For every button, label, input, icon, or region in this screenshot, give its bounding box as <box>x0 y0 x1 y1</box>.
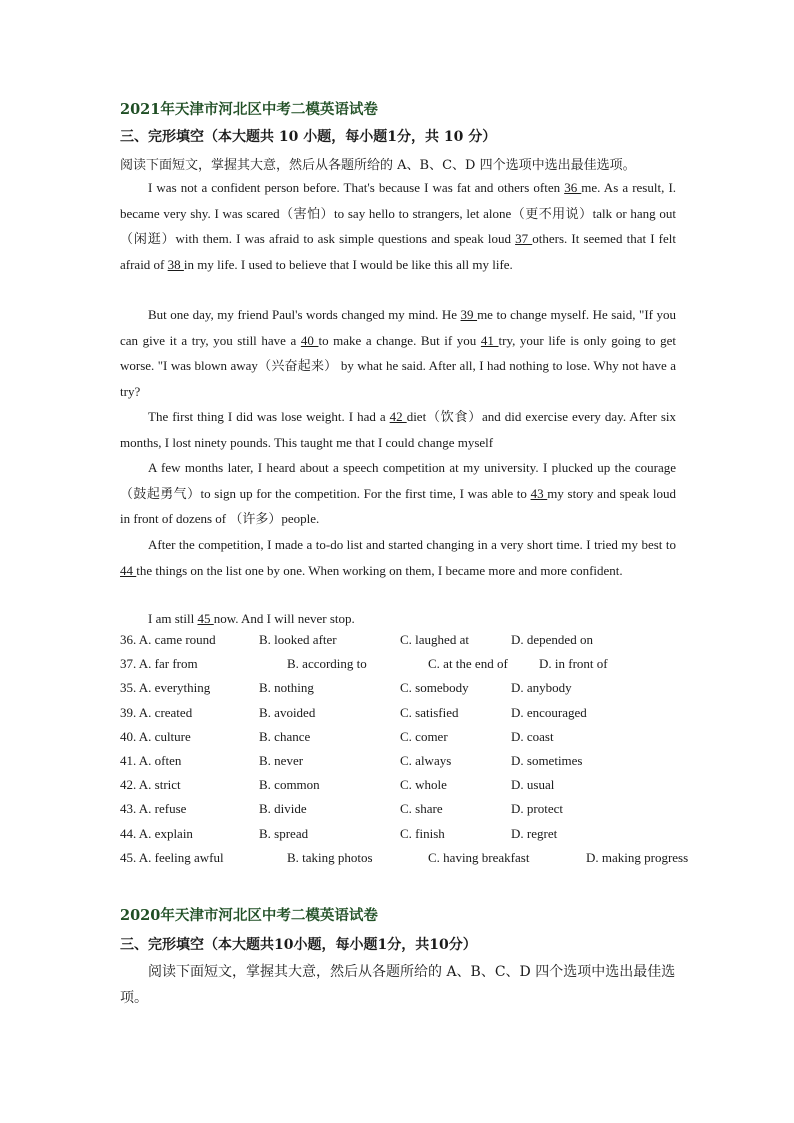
blank-number: 39 <box>460 307 478 322</box>
option-row <box>120 729 676 753</box>
option-row <box>120 705 676 729</box>
passage-text: me to change myself. He said, "If you can give it a try, you still have a <box>120 307 677 348</box>
section-heading-2020: 三、完形填空（本大题共10小题，每小题1分，共10分） <box>120 937 477 953</box>
option-b: B. taking photos <box>287 849 373 865</box>
option-b: B. chance <box>259 728 311 744</box>
option-b: B. nothing <box>259 680 314 696</box>
option-b: B. common <box>259 777 320 793</box>
option-row <box>120 680 676 704</box>
option-b: B. avoided <box>259 704 316 720</box>
blank-number: 41 <box>480 332 499 348</box>
passage-paragraph-5 <box>120 532 676 583</box>
option-c: C. whole <box>400 777 447 793</box>
option-row <box>120 826 676 850</box>
instruction-2020: 阅读下面短文，掌握其大意，然后从各题所给的 A、B、C、D 四个选项中选出最佳选项。 <box>120 964 676 1006</box>
option-row <box>120 777 676 801</box>
blank-number: 37 <box>515 231 533 246</box>
option-c: C. having breakfast <box>428 849 530 865</box>
exam-title-2021: 2021年天津市河北区中考二模英语试卷 <box>120 101 378 118</box>
option-d: D. making progress <box>586 849 689 865</box>
option-c: C. laughed at <box>400 632 469 647</box>
option-c: C. at the end of <box>428 656 508 672</box>
passage-paragraph-3 <box>120 404 676 455</box>
passage-text: others. It seemed that I felt afraid of <box>120 231 677 272</box>
option-row <box>120 632 676 656</box>
option-d: D. regret <box>511 825 558 841</box>
passage-text: me. As a result, I. became very shy. I was scared（害怕）to say hello to strangers, let alone（更不用说）talk or hang out（闲逛）with them. I was afraid to ask simple questions and speak loud <box>120 180 677 246</box>
option-a: 45. A. feeling awful <box>120 849 224 865</box>
option-d: D. sometimes <box>511 753 583 768</box>
passage-text: The first thing I did was lose weight. I had a <box>148 409 390 424</box>
blank-number: 44 <box>120 562 137 578</box>
passage-text: to make a change. But if you <box>318 332 481 348</box>
passage-text: by what he said. After all, I had nothing to lose. Why not have a try? <box>120 358 676 399</box>
option-a: 41. A. often <box>120 753 182 768</box>
option-b: B. divide <box>259 801 307 817</box>
passage-text: now. And I will never stop. <box>213 611 355 626</box>
passage-text: After the competition, I made a to-do list and started changing in a very short time. I tried my best to <box>148 537 676 552</box>
passage-text: But one day, my friend Paul's words changed my mind. He <box>148 307 461 322</box>
blank-number: 36 <box>564 180 582 195</box>
option-c: C. satisfied <box>400 704 459 720</box>
passage-text: I am still <box>148 611 198 626</box>
section-heading-2021: 三、完形填空（本大题共 10 小题，每小题1分，共 10 分） <box>120 129 497 145</box>
option-a: 39. A. created <box>120 704 193 720</box>
option-c: C. somebody <box>400 680 469 696</box>
option-row <box>120 849 689 874</box>
option-a: 44. A. explain <box>120 825 193 841</box>
passage-paragraph-2 <box>120 302 676 404</box>
option-d: D. protect <box>511 801 563 817</box>
option-a: 36. A. came round <box>120 632 216 647</box>
option-a: 40. A. culture <box>120 728 191 744</box>
option-b: B. spread <box>259 825 309 841</box>
option-b: B. looked after <box>259 632 337 647</box>
option-c: C. share <box>400 801 443 817</box>
passage-paragraph-6 <box>120 606 676 632</box>
passage-text: my story and speak loud in front of dozens of （许多）people. <box>120 485 676 526</box>
passage-text: the things on the list one by one. When working on them, I became more and more confident. <box>136 562 623 578</box>
option-d: D. usual <box>511 777 555 793</box>
exam-title-2020: 2020年天津市河北区中考二模英语试卷 <box>120 907 378 924</box>
option-b: B. never <box>259 753 304 768</box>
blank-number: 42 <box>389 409 407 424</box>
instruction-2021: 阅读下面短文，掌握其大意，然后从各题所给的 A、B、C、D 四个选项中选出最佳选项。 <box>120 158 636 173</box>
blank-number: 45 <box>197 611 214 626</box>
passage-text: diet（饮食）and did exercise every day. After six months, I lost ninety pounds. This taught me that I could change myself <box>120 409 676 450</box>
passage-paragraph-1 <box>120 175 676 277</box>
option-a: 37. A. far from <box>120 656 198 672</box>
option-d: D. encouraged <box>511 704 587 720</box>
option-b: B. according to <box>287 656 367 672</box>
option-d: D. depended on <box>511 632 593 647</box>
blank-number: 38 <box>167 256 184 272</box>
option-a: 42. A. strict <box>120 777 181 793</box>
passage-text: in my life. I used to believe that I would be like this all my life. <box>183 256 513 272</box>
option-c: C. comer <box>400 728 448 744</box>
blank-number: 43 <box>530 485 548 501</box>
option-row <box>120 753 676 777</box>
option-d: D. coast <box>511 728 554 744</box>
option-row <box>120 801 676 825</box>
option-c: C. finish <box>400 825 445 841</box>
passage-text: try, your life is only going to get worse. "I was blown away（兴奋起来） <box>120 332 676 373</box>
option-row <box>120 656 676 680</box>
passage-text: I was not a confident person before. That's because I was fat and others often <box>148 180 565 195</box>
passage-paragraph-4 <box>120 455 676 532</box>
option-d: D. anybody <box>511 680 572 696</box>
blank-number: 40 <box>300 332 319 348</box>
option-c: C. always <box>400 753 452 768</box>
option-d: D. in front of <box>539 656 608 672</box>
option-a: 35. A. everything <box>120 680 211 696</box>
option-a: 43. A. refuse <box>120 801 187 817</box>
passage-text: A few months later, I heard about a speech competition at my university. I plucked up the courage（鼓起勇气）to sign up for the competition. For the first time, I was able to <box>120 460 676 501</box>
